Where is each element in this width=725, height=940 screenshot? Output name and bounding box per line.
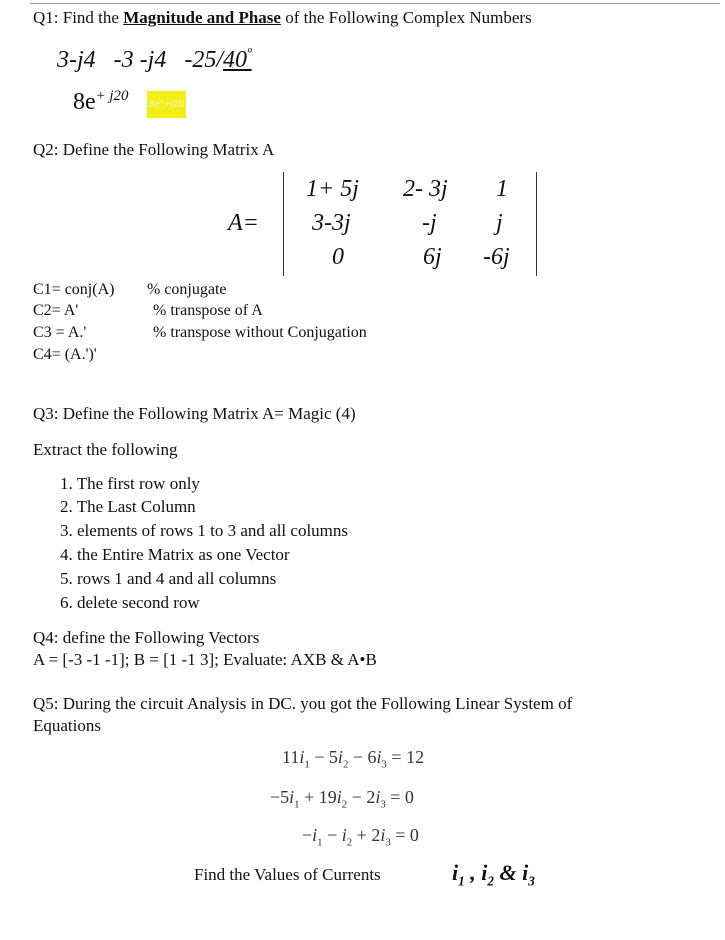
matrix-cell-r1c1: 1+ 5j (306, 176, 359, 202)
complex-3-mag: -25/ (184, 47, 223, 73)
complex-2: -3 -j4 (113, 47, 167, 73)
matrix-cell-r3c1: 0 (332, 244, 344, 270)
q1-bold: Magnitude and Phase (123, 8, 281, 27)
code-line-3: C3 = A.' (33, 324, 87, 341)
complex-numbers (57, 46, 252, 74)
q4-line-1: Q4: define the Following Vectors (33, 628, 260, 647)
code-line-4: C4= (A.')' (33, 346, 97, 363)
equation-2: $-5i_1 + 19i_2 - 2i_3 = 0$ (270, 787, 414, 811)
matrix-cell-r2c3: j (496, 210, 503, 236)
matrix-cell-r2c1: 3-3j (312, 210, 351, 236)
top-rule (30, 3, 720, 4)
list-item: 1. The first row only (60, 474, 200, 493)
code-comment-3: % transpose without Conjugation (153, 324, 367, 341)
matrix-cell-r1c3: 1 (496, 176, 508, 202)
find-currents-text: Find the Values of Currents (194, 865, 381, 884)
q4-line-2: A = [-3 -1 -1]; B = [1 -1 3]; Evaluate: AXB & A•B (33, 650, 377, 669)
code-line-1: C1= conj(A) (33, 281, 115, 298)
q2-heading: Q2: Define the Following Matrix A (33, 140, 275, 159)
matrix-cell-r2c2: -j (422, 210, 437, 236)
complex-3-angle: 40 (223, 47, 247, 73)
degree-sign: º (247, 46, 252, 62)
matrix-cell-r3c2: 6j (423, 244, 442, 270)
list-item: 6. delete second row (60, 593, 200, 612)
matrix-right-bar (536, 172, 537, 276)
code-comment-2: % transpose of A (153, 302, 263, 319)
equation-3: $-i_1 - i_2 + 2i_3 = 0$ (302, 825, 419, 849)
highlight-text: 8e^+j20 (147, 91, 186, 118)
matrix-label: A= (228, 210, 259, 236)
q1-heading (33, 8, 532, 28)
list-item: 3. elements of rows 1 to 3 and all columns (60, 521, 349, 540)
complex-1: 3-j4 (57, 47, 96, 73)
q1-suffix: of the Following Complex Numbers (280, 8, 532, 27)
exp-base: 8e (73, 89, 96, 115)
code-comment-1: % conjugate (147, 281, 227, 298)
highlight-box (147, 94, 186, 112)
q1-prefix: Q1: Find the (33, 8, 124, 27)
exp-sup: + j20 (95, 88, 129, 104)
q3-extract: Extract the following (33, 440, 178, 459)
equation-1: $11i_1 - 5i_2 - 6i_3 = 12$ (282, 747, 425, 771)
list-item: 5. rows 1 and 4 and all columns (60, 569, 277, 588)
list-item: 4. the Entire Matrix as one Vector (60, 545, 290, 564)
currents-symbols: $i_1$ , $i_2$ & $i_3$ (452, 860, 535, 889)
matrix-cell-r3c3: -6j (483, 244, 510, 270)
matrix-left-bar (283, 172, 284, 276)
list-item: 2. The Last Column (60, 497, 196, 516)
code-line-2: C2= A' (33, 302, 79, 319)
q5-line-1: Q5: During the circuit Analysis in DC. you got the Following Linear System of (33, 694, 573, 713)
matrix-cell-r1c2: 2- 3j (403, 176, 448, 202)
exponential-number (73, 88, 128, 116)
q5-line-2: Equations (33, 716, 101, 735)
q3-heading: Q3: Define the Following Matrix A= Magic (4) (33, 404, 356, 423)
